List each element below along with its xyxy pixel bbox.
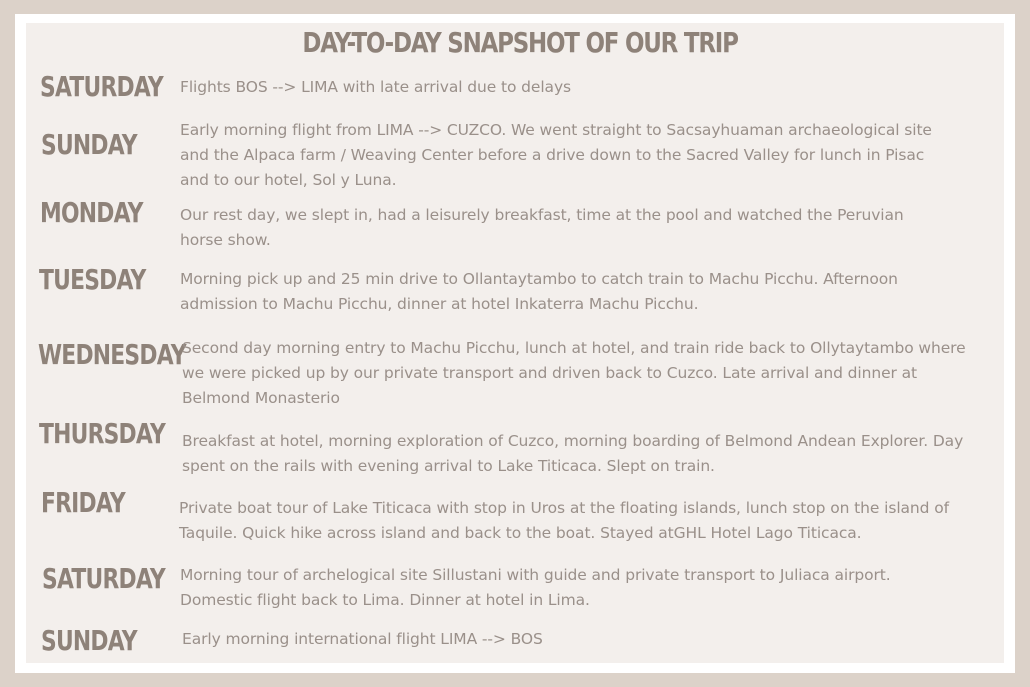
page-title: DAY-TO-DAY SNAPSHOT OF OUR TRIP — [302, 26, 738, 59]
day-label-thursday: THURSDAY — [39, 417, 165, 450]
day-description-thursday: Breakfast at hotel, morning exploration of Cuzco, morning boarding of Belmond Andean Explorer. Day spent on the rails with evening arrival to Lake Titicaca. Slept on train. — [182, 432, 964, 475]
day-description-tuesday: Morning pick up and 25 min drive to Ollantaytambo to catch train to Machu Picchu. Afternoon admission to Machu Picchu, dinner at hotel Inkaterra Machu Picchu. — [180, 270, 898, 313]
day-label-tuesday: TUESDAY — [39, 263, 146, 296]
day-description-saturday: Flights BOS --> LIMA with late arrival due to delays — [180, 78, 571, 96]
day-description-friday: Private boat tour of Lake Titicaca with stop in Uros at the floating islands, lunch stop on the island of Taquile. Quick hike across island and back to the boat. Stayed atGHL Hotel Lago Titicaca. — [179, 499, 949, 542]
day-description-sunday: Early morning flight from LIMA --> CUZCO. We went straight to Sacsayhuaman archaeological site and the Alpaca farm / Weaving Center before a drive down to the Sacred Valley for lunch in Pisac and to our hotel, Sol y Luna. — [180, 121, 932, 189]
day-description-wednesday: Second day morning entry to Machu Picchu, lunch at hotel, and train ride back to Ollytaytambo where we were picked up by our private transport and driven back to Cuzco. Late arrival and dinner at Belmond Monasterio — [182, 339, 966, 407]
day-label-friday: FRIDAY — [41, 486, 125, 519]
day-label-monday: MONDAY — [40, 196, 143, 229]
day-label-wednesday: WEDNESDAY — [38, 338, 186, 371]
day-label-sunday: SUNDAY — [41, 128, 137, 161]
day-label-saturday-2: SATURDAY — [42, 562, 165, 595]
day-description-sunday-2: Early morning international flight LIMA --> BOS — [182, 630, 543, 648]
day-description-saturday-2: Morning tour of archelogical site Sillustani with guide and private transport to Juliaca airport. Domestic flight back to Lima. Dinner at hotel in Lima. — [180, 566, 891, 609]
day-label-saturday: SATURDAY — [40, 70, 163, 103]
day-label-sunday-2: SUNDAY — [41, 624, 137, 657]
day-description-monday: Our rest day, we slept in, had a leisurely breakfast, time at the pool and watched the Peruvian horse show. — [180, 206, 904, 249]
